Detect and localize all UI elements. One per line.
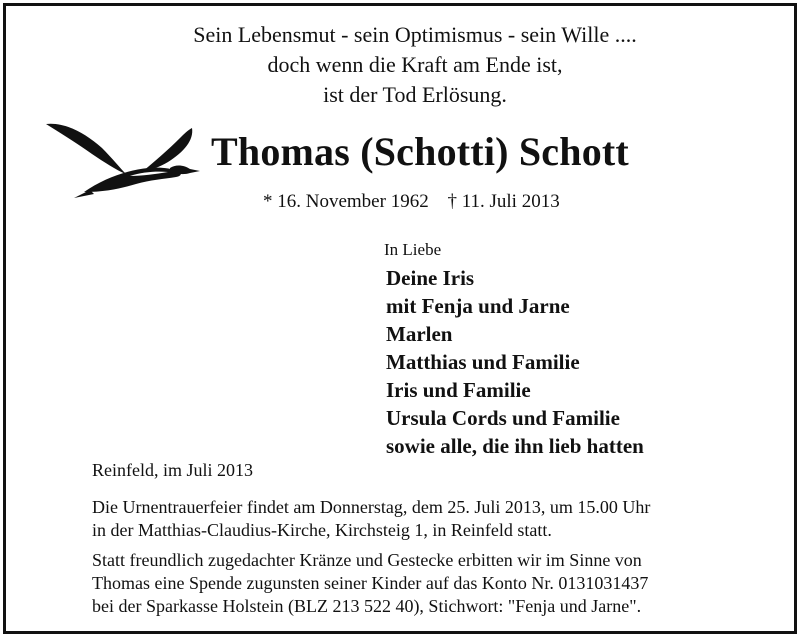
love-intro: In Liebe (384, 240, 442, 259)
motto (6, 20, 794, 110)
mourner-line: Ursula Cords und Familie (386, 406, 620, 430)
motto-line-1: Sein Lebensmut - sein Optimismus - sein Wille .... (193, 22, 637, 47)
funeral-info-line: Die Urnentrauerfeier findet am Donnerstag, dem 25. Juli 2013, um 15.00 Uhr (92, 497, 651, 517)
donation-info (92, 549, 648, 618)
seagull-icon (44, 118, 202, 198)
mourner-line: Iris und Familie (386, 378, 531, 402)
mourners-list (386, 264, 644, 460)
birth-date: * 16. November 1962 (263, 191, 429, 212)
motto-line-2: doch wenn die Kraft am Ende ist, (267, 52, 563, 77)
place-date: Reinfeld, im Juli 2013 (92, 460, 253, 480)
donation-info-line: Thomas eine Spende zugunsten seiner Kinder auf das Konto Nr. 0131031437 (92, 573, 649, 593)
funeral-info (92, 496, 650, 542)
mourner-line: Marlen (386, 322, 453, 346)
motto-line-3: ist der Tod Erlösung. (323, 82, 507, 107)
funeral-info-line: in der Matthias-Claudius-Kirche, Kirchsteig 1, in Reinfeld statt. (92, 520, 552, 540)
mourner-line: Matthias und Familie (386, 350, 580, 374)
obituary-notice (3, 3, 797, 634)
donation-info-line: Statt freundlich zugedachter Kränze und Gestecke erbitten wir im Sinne von (92, 550, 642, 570)
mourner-line: sowie alle, die ihn lieb hatten (386, 434, 644, 458)
mourner-line: mit Fenja und Jarne (386, 294, 570, 318)
death-date: † 11. Juli 2013 (447, 191, 560, 212)
donation-info-line: bei der Sparkasse Holstein (BLZ 213 522 40), Stichwort: "Fenja und Jarne". (92, 596, 642, 616)
life-dates (263, 191, 574, 213)
mourner-line: Deine Iris (386, 266, 475, 290)
deceased-name: Thomas (Schotti) Schott (211, 129, 629, 174)
